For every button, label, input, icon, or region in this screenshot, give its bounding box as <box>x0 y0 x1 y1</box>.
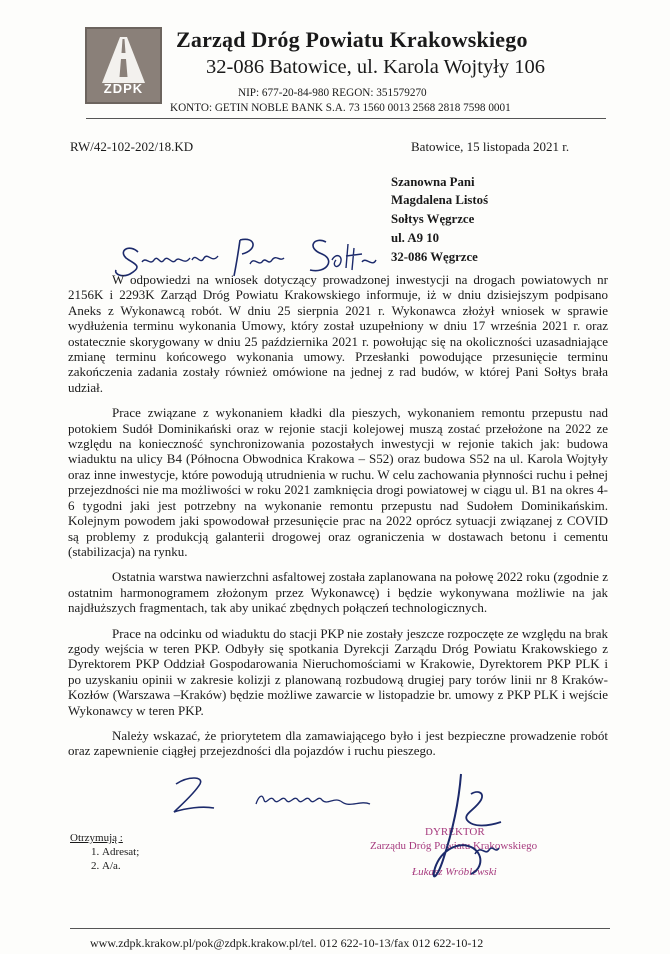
recipients-list <box>70 832 139 873</box>
body-paragraph: W odpowiedzi na wniosek dotyczący prowadzonej inwestycji na drogach powiatowych nr 2156K i 2293K Zarząd Dróg Powiatu Krakowskiego informuje, iż w dniu dzisiejszym podpisano Aneks z Wykonawcą robót. W dniu 25 sierpnia 2021 r. Wykonawca złożył wniosek w sprawie wydłużenia terminu wykonania Umowy, który został uzupełniony w dniu 17 września 2021 r. oraz ostatecznie skorygowany w dniu 25 października 2021 r. powołując się na okoliczności uzasadniające zmianę terminu końcowego wykonania umowy. Przesłanki powodujące przesunięcie terminu zakończenia zadania zostały również omówione na jednej z rad budów, w której Pani Sołtys brała udział. <box>68 272 608 395</box>
org-bank-account: KONTO: GETIN NOBLE BANK S.A. 73 1560 0013 2568 2818 7598 0001 <box>170 102 511 114</box>
footer-contact: www.zdpk.krakow.pl/pok@zdpk.krakow.pl/tel. 012 622-10-13/fax 012 622-10-12 <box>90 936 484 950</box>
recipient-line: Magdalena Listoś <box>391 193 489 207</box>
director-signature <box>415 770 525 890</box>
body-paragraph: Ostatnia warstwa nawierzchni asfaltowej została zaplanowana na połowę 2022 roku (zgodnie z ostatnim harmonogramem złożonym przez Wykonawcę) i będzie wykonywana możliwie na jak najdłuższych fragmentach, tak aby unikać zbędnych połączeń technologicznych. <box>68 569 608 616</box>
stamp-title: DYREKTOR <box>425 826 485 838</box>
letter-body <box>68 272 608 769</box>
logo-text: ZDPK <box>103 81 144 96</box>
org-address: 32-086 Batowice, ul. Karola Wojtyły 106 <box>206 56 546 78</box>
body-paragraph: Należy wskazać, że priorytetem dla zamawiającego było i jest bezpieczne prowadzenie robót oraz zapewnienie ciągłej przejezdności dla pojazdów i ruchu pieszego. <box>68 727 608 759</box>
recipients-title: Otrzymują : <box>70 832 123 844</box>
recipient-item: 1. Adresat; <box>102 846 139 860</box>
zdpk-logo <box>85 27 162 104</box>
letter-date: Batowice, 15 listopada 2021 r. <box>411 139 570 154</box>
org-name: Zarząd Dróg Powiatu Krakowskiego <box>176 27 528 52</box>
body-paragraph: Prace na odcinku od wiaduktu do stacji PKP nie zostały jeszcze rozpoczęte ze względu na brak zgody wejścia w teren PKP. Odbyły się spotkania Dyrekcji Zarządu Dróg Powiatu Krakowskiego z Dyrektorem PKP Oddział Gospodarowania Nieruchomościami w Krakowie, Dyrektorem PKP PLK i po uzyskaniu opinii w zakresie kolizji z planowaną rozbudową drugiej pary torów linii nr 8 Kraków-Kozłów (Warszawa –Kraków) będzie możliwe zawarcie w listopadzie br. umowy z PKP PLK i wejście Wykonawcy w teren PKP. <box>68 625 608 718</box>
recipient-item: 2. A/a. <box>102 860 139 874</box>
stamp-org: Zarządu Dróg Powiatu Krakowskiego <box>370 840 538 852</box>
recipient-line: Szanowna Pani <box>391 175 475 189</box>
org-nip-regon: NIP: 677-20-84-980 REGON: 351579270 <box>238 87 427 99</box>
header-divider <box>86 118 606 119</box>
footer-divider <box>70 928 610 929</box>
stamp-name: Łukasz Wróblewski <box>412 866 497 878</box>
recipient-line: Sołtys Węgrzce <box>391 212 475 226</box>
recipient-line: 32-086 Węgrzce <box>391 250 478 264</box>
recipient-line: ul. A9 10 <box>391 231 440 245</box>
reference-number: RW/42-102-202/18.KD <box>70 139 194 154</box>
body-paragraph: Prace związane z wykonaniem kładki dla pieszych, wykonaniem remontu przepustu nad potokiem Sudół Dominikański oraz w rejonie stacji kolejowej muszą zostać przełożone na 2022 ze względu na konieczność synchronizowania pozostałych inwestycji w rejonie takich jak: budowa wiaduktu na ulicy B4 (Północna Obwodnica Krakowa – S52) oraz budowa S52 na ul. Karola Wojtyły oraz inne inwestycje, które powodują utrudnienia w ruchu. W celu zachowania płynności ruchu i pełnej przejezdności nie ma możliwości w roku 2021 zamknięcia drogi powiatowej w ciągu ul. B1 na okres 4-6 tygodni jaki jest potrzebny na wykonanie remontu przepustu nad Sudołem Dominikańskim. Kolejnym powodem jaki spowodował przesunięcie prac na 2022 oprócz sytuacji związanej z COVID są problemy z produkcją galanterii drogowej oraz ograniczenia w dostawach betonu i cementu (stabilizacja) na rynku. <box>68 405 608 559</box>
handwritten-closing <box>170 770 380 820</box>
